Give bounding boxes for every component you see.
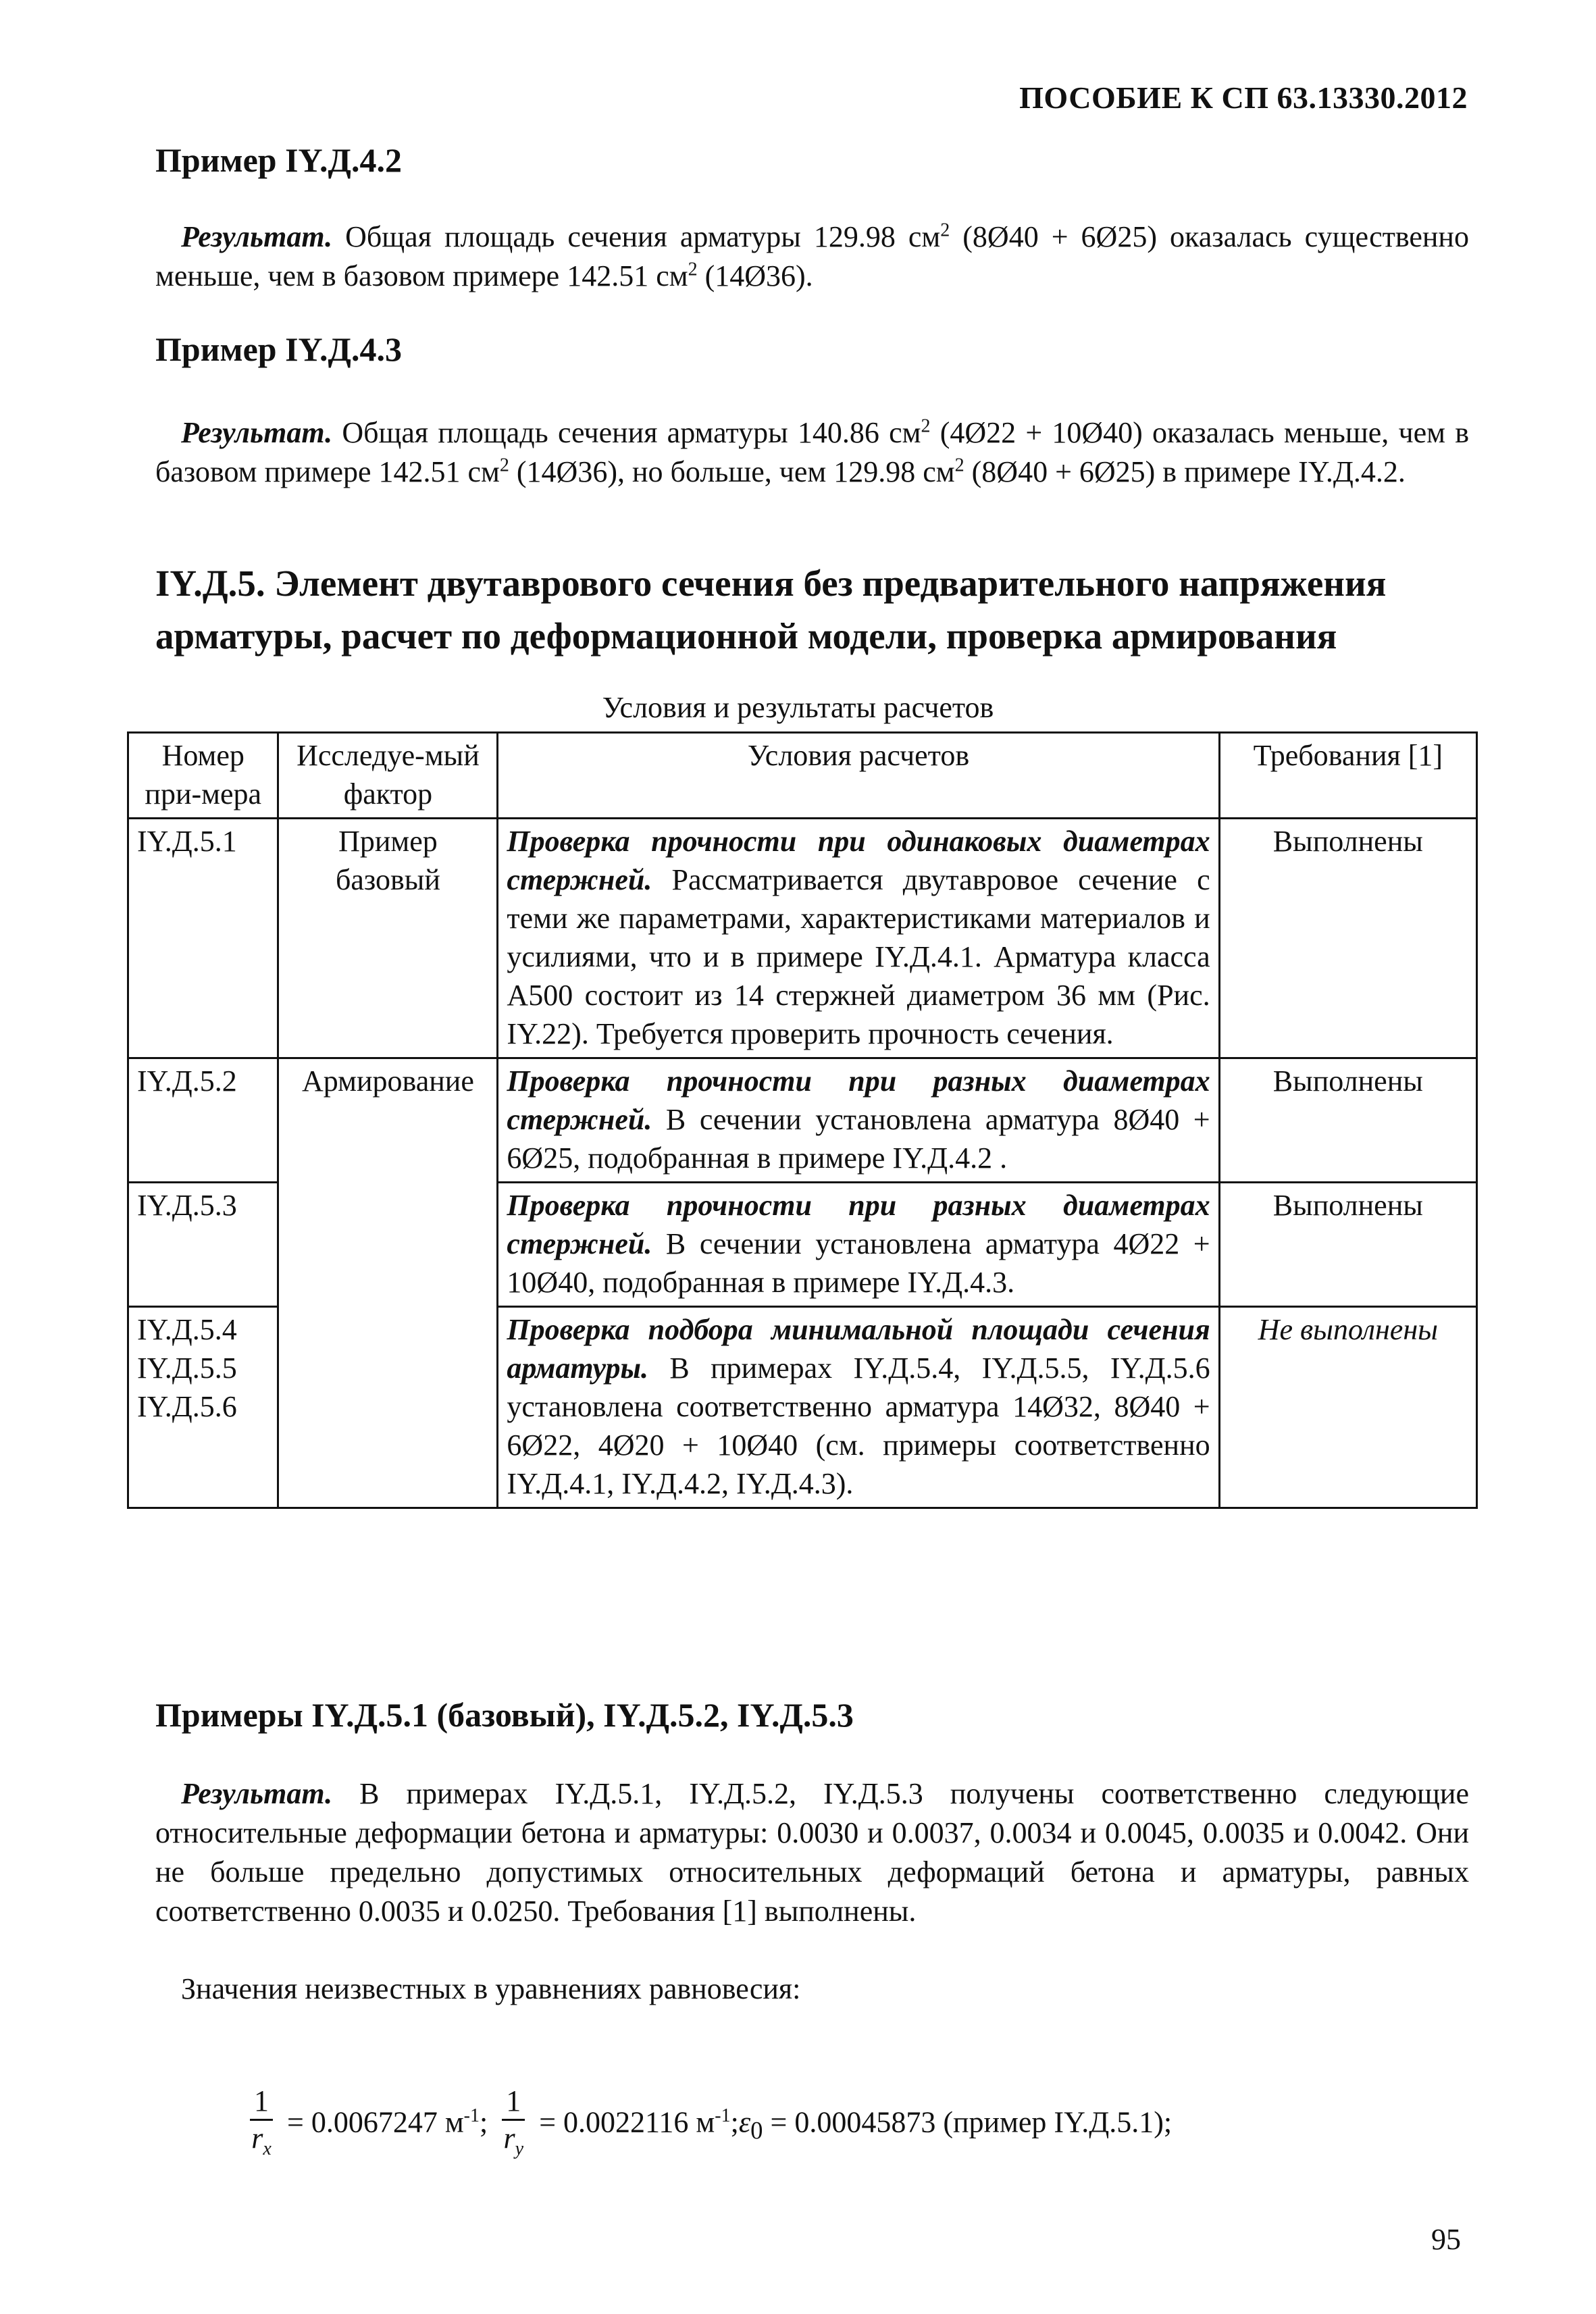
table-row <box>128 1058 1477 1183</box>
result-lead: Результат. <box>181 1777 333 1810</box>
header-number: Номер при-мера <box>128 733 278 819</box>
cell-conditions: Проверка прочности при разных диаметрах стержней. В сечении установлена арматура 4Ø22 + 10Ø40, подобранная в примере IY.Д.4.3. <box>498 1183 1219 1307</box>
section-title: IY.Д.5. Элемент двутаврового сечения без предварительного напряжения арматуры, расчет по деформационной модели, проверка армирования <box>155 563 1387 657</box>
heading-example-4-3: Пример IY.Д.4.3 <box>155 330 402 368</box>
cell-requirement: Не выполнены <box>1219 1307 1476 1508</box>
cell-requirement: Выполнены <box>1219 1058 1476 1183</box>
result-lead: Результат. <box>181 220 333 253</box>
table-row <box>128 819 1477 1058</box>
fraction-1-rx: $\frac{1}{r_x}$ <box>250 2084 273 2167</box>
cell-conditions: Проверка подбора минимальной площади сечения арматуры. В примерах IY.Д.5.4, IY.Д.5.5, IY.Д.5.6 установлена соответственно арматура 14Ø32, 8Ø40 + 6Ø22, 4Ø20 + 10Ø40 (см. примеры соответственно IY.Д.4.1, IY.Д.4.2, IY.Д.4.3). <box>498 1307 1219 1508</box>
cell-number: IY.Д.5.1 <box>128 819 278 1058</box>
equilibrium-formula: $\frac{1}{r_x}$ = 0.0067247 $м^{-1}$; $\frac{1}{r_y}$ = 0.0022116 $м^{-1};\varepsilon_0 = 0.00045873$ (пример IY.Д.5.1); <box>243 2084 1172 2167</box>
header-factor: Исследуе-мый фактор <box>278 733 498 819</box>
header-conditions: Условия расчетов <box>498 733 1219 819</box>
paragraph-result-5: Результат. В примерах IY.Д.5.1, IY.Д.5.2, IY.Д.5.3 получены соответственно следующие относительные деформации бетона и арматуры: 0.0030 и 0.0037, 0.0034 и 0.0045, 0.0035 и 0.0042. Они не больше предельно допустимых относительных деформаций бетона и арматуры, равных соответственно 0.0035 и 0.0250. Требования [1] выполнены. <box>155 1777 1469 1928</box>
cell-requirement: Выполнены <box>1219 1183 1476 1307</box>
cell-number: IY.Д.5.4 IY.Д.5.5 IY.Д.5.6 <box>128 1307 278 1508</box>
fraction-1-ry: $\frac{1}{r_y}$ <box>502 2084 525 2167</box>
cell-conditions: Проверка прочности при одинаковых диаметрах стержней. Рассматривается двутавровое сечение с теми же параметрами, характеристиками материалов и усилиями, что и в примере IY.Д.4.1. Арматура класса А500 состоит из 14 стержней диаметром 36 мм (Рис. IY.22). Требуется проверить прочность сечения. <box>498 819 1219 1058</box>
heading-example-4-2: Пример IY.Д.4.2 <box>155 141 402 179</box>
cell-requirement: Выполнены <box>1219 819 1476 1058</box>
paragraph-unknowns: Значения неизвестных в уравнениях равновесия: <box>181 1972 801 2005</box>
paragraph-result-4-3: Результат. Общая площадь сечения арматуры 140.86 $см^2$ (4Ø22 + 10Ø40) оказалась меньше, чем в базовом примере 142.51 $см^2$ (14Ø36), но больше, чем 129.98 $см^2$ (8Ø40 + 6Ø25) в примере IY.Д.4.2. <box>155 415 1469 488</box>
calculation-table <box>127 731 1478 1509</box>
heading-examples-5: Примеры IY.Д.5.1 (базовый), IY.Д.5.2, IY.Д.5.3 <box>155 1696 854 1734</box>
table-caption: Условия и результаты расчетов <box>602 691 994 724</box>
header-requirements: Требования [1] <box>1219 733 1476 819</box>
table-header-row <box>128 733 1477 819</box>
cell-factor: Пример базовый <box>278 819 498 1058</box>
running-header: ПОСОБИЕ К СП 63.13330.2012 <box>1019 80 1468 115</box>
result-lead: Результат. <box>181 416 333 449</box>
cell-factor: Армирование <box>278 1058 498 1508</box>
cell-number: IY.Д.5.2 <box>128 1058 278 1183</box>
paragraph-result-4-2: Результат. Общая площадь сечения арматуры 129.98 $см^2$ (8Ø40 + 6Ø25) оказалась существенно меньше, чем в базовом примере 142.51 $см^2$ (14Ø36). <box>155 220 1469 292</box>
page-number: 95 <box>1431 2223 1461 2256</box>
cell-number: IY.Д.5.3 <box>128 1183 278 1307</box>
cell-conditions: Проверка прочности при разных диаметрах стержней. В сечении установлена арматура 8Ø40 + 6Ø25, подобранная в примере IY.Д.4.2 . <box>498 1058 1219 1183</box>
